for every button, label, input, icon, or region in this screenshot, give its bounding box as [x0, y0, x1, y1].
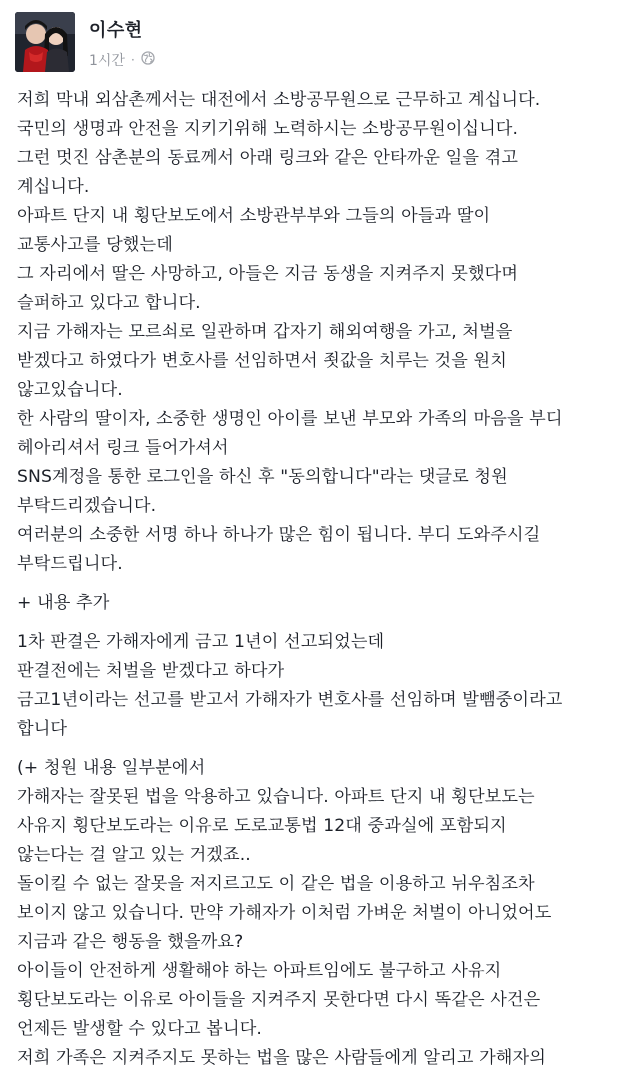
post-text-line: 않고있습니다. — [17, 380, 123, 400]
post-text-line: + 내용 추가 — [17, 593, 110, 613]
post-text-line: 국민의 생명과 안전을 지키기위해 노력하시는 소방공무원이십니다. — [17, 119, 519, 139]
post-text-line: 아파트 단지 내 횡단보도에서 소방관부부와 그들의 아들과 딸이 — [17, 206, 491, 226]
post-text-line: 않는다는 걸 알고 있는 거겠죠.. — [17, 845, 251, 865]
post-text-line: 그 자리에서 딸은 사망하고, 아들은 지금 동생을 지켜주지 못했다며 — [17, 264, 519, 284]
post-text-line: 횡단보도라는 이유로 아이들을 지켜주지 못한다면 다시 똑같은 사건은 — [17, 990, 541, 1010]
post-text-line: 저희 가족은 지켜주지도 못하는 법을 많은 사람들에게 알리고 가해자의 — [17, 1048, 546, 1068]
avatar-photo — [15, 12, 75, 72]
post-text-line: 언제든 발생할 수 있다고 봅니다. — [17, 1019, 262, 1039]
post-text-line: 사유지 횡단보도라는 이유로 도로교통법 12대 중과실에 포함되지 — [17, 816, 507, 836]
avatar[interactable] — [15, 12, 75, 72]
post-header — [15, 12, 155, 72]
post-paragraph — [17, 86, 629, 579]
post-text-line: 저희 막내 외삼촌께서는 대전에서 소방공무원으로 근무하고 계십니다. — [17, 90, 541, 110]
header-text — [89, 12, 155, 70]
post-text-line: 부탁드립니다. — [17, 554, 123, 574]
post-text-line: 계십니다. — [17, 177, 90, 197]
globe-icon[interactable] — [141, 51, 155, 69]
post-text-line: 한 사람의 딸이자, 소중한 생명인 아이를 보낸 부모와 가족의 마음을 부디 — [17, 409, 563, 429]
post-text-line: 보이지 않고 있습니다. 만약 가해자가 이처럼 가벼운 처벌이 아니었어도 — [17, 903, 552, 923]
post-text-line: 여러분의 소중한 서명 하나 하나가 많은 힘이 됩니다. 부디 도와주시길 — [17, 525, 541, 545]
post-text-line: 그런 멋진 삼촌분의 동료께서 아래 링크와 같은 안타까운 일을 겪고 — [17, 148, 519, 168]
post-text-line: 지금과 같은 행동을 했을까요? — [17, 932, 244, 952]
post-text-line: SNS계정을 통한 로그인을 하신 후 "동의합니다"라는 댓글로 청원 — [17, 467, 508, 487]
post-text-line: 금고1년이라는 선고를 받고서 가해자가 변호사를 선임하며 발뺌중이라고 — [17, 690, 563, 710]
post-text-line: 합니다 — [17, 719, 68, 739]
post-text-line: 교통사고를 당했는데 — [17, 235, 173, 255]
post-paragraph — [17, 589, 629, 618]
post-text-line: 헤아리셔서 링크 들어가셔서 — [17, 438, 229, 458]
post-text-line: 받겠다고 하였다가 변호사를 선임하면서 죗값을 치루는 것을 원치 — [17, 351, 507, 371]
post-text-line: 아이들이 안전하게 생활해야 하는 아파트임에도 불구하고 사유지 — [17, 961, 502, 981]
post-timestamp[interactable]: 1시간 — [89, 53, 125, 69]
post-text-line: 부탁드리겠습니다. — [17, 496, 157, 516]
post-text-line: 가해자는 잘못된 법을 악용하고 있습니다. 아파트 단지 내 횡단보도는 — [17, 787, 535, 807]
post-text-line: 1차 판결은 가해자에게 금고 1년이 선고되었는데 — [17, 632, 385, 652]
post-text-line: 판결전에는 처벌을 받겠다고 하다가 — [17, 661, 285, 681]
post-text-line: 지금 가해자는 모르쇠로 일관하며 갑자기 해외여행을 가고, 처벌을 — [17, 322, 513, 342]
post-text-line: 슬퍼하고 있다고 합니다. — [17, 293, 201, 313]
post-text-line: 돌이킬 수 없는 잘못을 저지르고도 이 같은 법을 이용하고 뉘우침조차 — [17, 874, 535, 894]
post-body — [17, 86, 629, 1073]
post-paragraph — [17, 754, 629, 1073]
post-meta — [89, 50, 155, 70]
meta-separator: · — [130, 53, 135, 67]
author-name[interactable]: 이수현 — [89, 20, 143, 41]
post-paragraph — [17, 628, 629, 744]
post-text-line: (+ 청원 내용 일부분에서 — [17, 758, 206, 778]
